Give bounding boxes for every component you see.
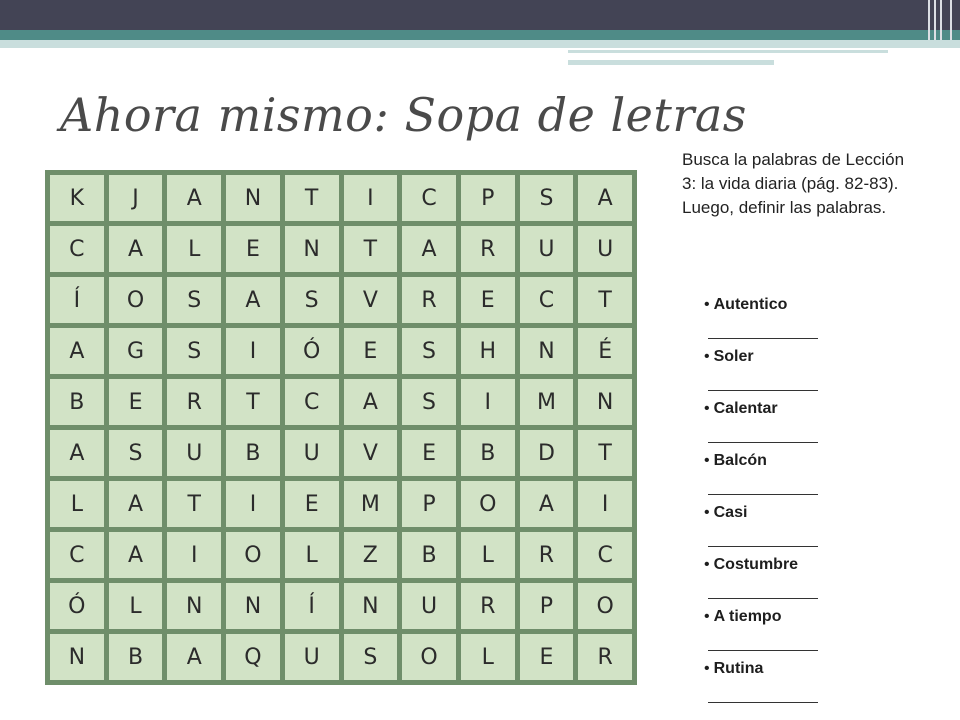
grid-cell: B [109, 634, 163, 680]
grid-cell: O [461, 481, 515, 527]
definition-blank-line [708, 650, 818, 651]
grid-cell: R [520, 532, 574, 578]
grid-cell: E [461, 277, 515, 323]
grid-cell: N [167, 583, 221, 629]
header-accent-line-2 [568, 60, 774, 65]
grid-cell: U [167, 430, 221, 476]
grid-cell: S [402, 328, 456, 374]
grid-cell: U [520, 226, 574, 272]
grid-cell: N [520, 328, 574, 374]
definition-blank-line [708, 338, 818, 339]
grid-cell: E [344, 328, 398, 374]
grid-cell: A [109, 532, 163, 578]
grid-cell: T [578, 430, 632, 476]
grid-cell: L [167, 226, 221, 272]
grid-cell: T [285, 175, 339, 221]
grid-cell: U [402, 583, 456, 629]
grid-cell: Ó [50, 583, 104, 629]
grid-cell: N [50, 634, 104, 680]
grid-cell: L [50, 481, 104, 527]
grid-cell: B [402, 532, 456, 578]
word-list-item [704, 500, 824, 552]
grid-cell: N [226, 175, 280, 221]
definition-blank-line [708, 494, 818, 495]
grid-cell: M [344, 481, 398, 527]
grid-cell: A [167, 634, 221, 680]
header-accent-line [568, 50, 888, 53]
grid-cell: V [344, 277, 398, 323]
instructions-text: Busca la palabras de Lección 3: la vida diaria (pág. 82-83). Luego, definir las palabras. [682, 150, 905, 217]
grid-cell: A [226, 277, 280, 323]
grid-cell: C [50, 226, 104, 272]
word-list-item [704, 344, 824, 396]
word-list-item [704, 552, 824, 604]
definition-blank-line [708, 390, 818, 391]
grid-cell: E [520, 634, 574, 680]
grid-cell: T [344, 226, 398, 272]
grid-cell: P [461, 175, 515, 221]
grid-cell: L [109, 583, 163, 629]
word-label: • Costumbre [704, 556, 798, 574]
grid-cell: I [578, 481, 632, 527]
word-list-item [704, 448, 824, 500]
grid-cell: A [109, 226, 163, 272]
grid-cell: S [285, 277, 339, 323]
word-label: • Rutina [704, 660, 763, 678]
grid-cell: J [109, 175, 163, 221]
grid-cell: A [578, 175, 632, 221]
grid-cell: B [461, 430, 515, 476]
grid-cell: S [167, 277, 221, 323]
grid-cell: S [344, 634, 398, 680]
grid-cell: A [344, 379, 398, 425]
grid-cell: S [402, 379, 456, 425]
grid-cell: O [578, 583, 632, 629]
grid-cell: M [520, 379, 574, 425]
header-corner-decoration [924, 0, 960, 40]
grid-cell: E [226, 226, 280, 272]
grid-cell: R [402, 277, 456, 323]
grid-cell: A [520, 481, 574, 527]
grid-cell: R [578, 634, 632, 680]
grid-cell: R [461, 583, 515, 629]
grid-cell: A [167, 175, 221, 221]
grid-cell: N [578, 379, 632, 425]
grid-cell: S [520, 175, 574, 221]
grid-cell: O [402, 634, 456, 680]
grid-cell: B [50, 379, 104, 425]
grid-cell: T [226, 379, 280, 425]
grid-cell: R [167, 379, 221, 425]
grid-cell: Z [344, 532, 398, 578]
grid-cell: H [461, 328, 515, 374]
word-label: • Casi [704, 504, 747, 522]
grid-cell: Í [285, 583, 339, 629]
grid-cell: L [461, 532, 515, 578]
word-label: • Autentico [704, 296, 787, 314]
word-label: • Soler [704, 348, 754, 366]
grid-cell: K [50, 175, 104, 221]
grid-cell: O [109, 277, 163, 323]
word-list-item [704, 292, 824, 344]
grid-cell: P [520, 583, 574, 629]
grid-cell: A [50, 430, 104, 476]
definition-blank-line [708, 442, 818, 443]
grid-cell: U [285, 634, 339, 680]
grid-cell: E [285, 481, 339, 527]
grid-cell: É [578, 328, 632, 374]
grid-cell: I [167, 532, 221, 578]
definition-blank-line [708, 546, 818, 547]
grid-cell: Í [50, 277, 104, 323]
grid-cell: N [226, 583, 280, 629]
grid-cell: I [461, 379, 515, 425]
grid-cell: U [285, 430, 339, 476]
definition-blank-line [708, 702, 818, 703]
grid-cell: N [344, 583, 398, 629]
word-label: • Calentar [704, 400, 778, 418]
grid-cell: I [344, 175, 398, 221]
grid-cell: C [285, 379, 339, 425]
word-label: • Balcón [704, 452, 767, 470]
slide-title: Ahora mismo: Sopa de letras [60, 88, 747, 142]
word-list-item [704, 396, 824, 448]
grid-cell: S [167, 328, 221, 374]
grid-cell: G [109, 328, 163, 374]
grid-cell: R [461, 226, 515, 272]
grid-cell: B [226, 430, 280, 476]
grid-cell: N [285, 226, 339, 272]
grid-cell: Q [226, 634, 280, 680]
grid-cell: A [109, 481, 163, 527]
header-bar-light [0, 40, 960, 48]
definition-blank-line [708, 598, 818, 599]
grid-cell: E [402, 430, 456, 476]
grid-cell: C [520, 277, 574, 323]
grid-cell: C [578, 532, 632, 578]
grid-cell: V [344, 430, 398, 476]
grid-cell: T [167, 481, 221, 527]
grid-cell: U [578, 226, 632, 272]
word-search-grid [45, 170, 637, 685]
word-label: • A tiempo [704, 608, 781, 626]
grid-cell: L [285, 532, 339, 578]
grid-cell: P [402, 481, 456, 527]
grid-cell: C [402, 175, 456, 221]
header-bar-dark [0, 0, 960, 30]
word-list [704, 292, 824, 708]
grid-cell: I [226, 481, 280, 527]
grid-cell: O [226, 532, 280, 578]
grid-cell: A [402, 226, 456, 272]
grid-cell: E [109, 379, 163, 425]
grid-cell: A [50, 328, 104, 374]
word-list-item [704, 604, 824, 656]
grid-cell: C [50, 532, 104, 578]
word-list-item [704, 656, 824, 708]
grid-cell: S [109, 430, 163, 476]
grid-cell: D [520, 430, 574, 476]
grid-cell: Ó [285, 328, 339, 374]
grid-cell: T [578, 277, 632, 323]
grid-cell: L [461, 634, 515, 680]
header-bar-teal [0, 30, 960, 40]
grid-cell: I [226, 328, 280, 374]
